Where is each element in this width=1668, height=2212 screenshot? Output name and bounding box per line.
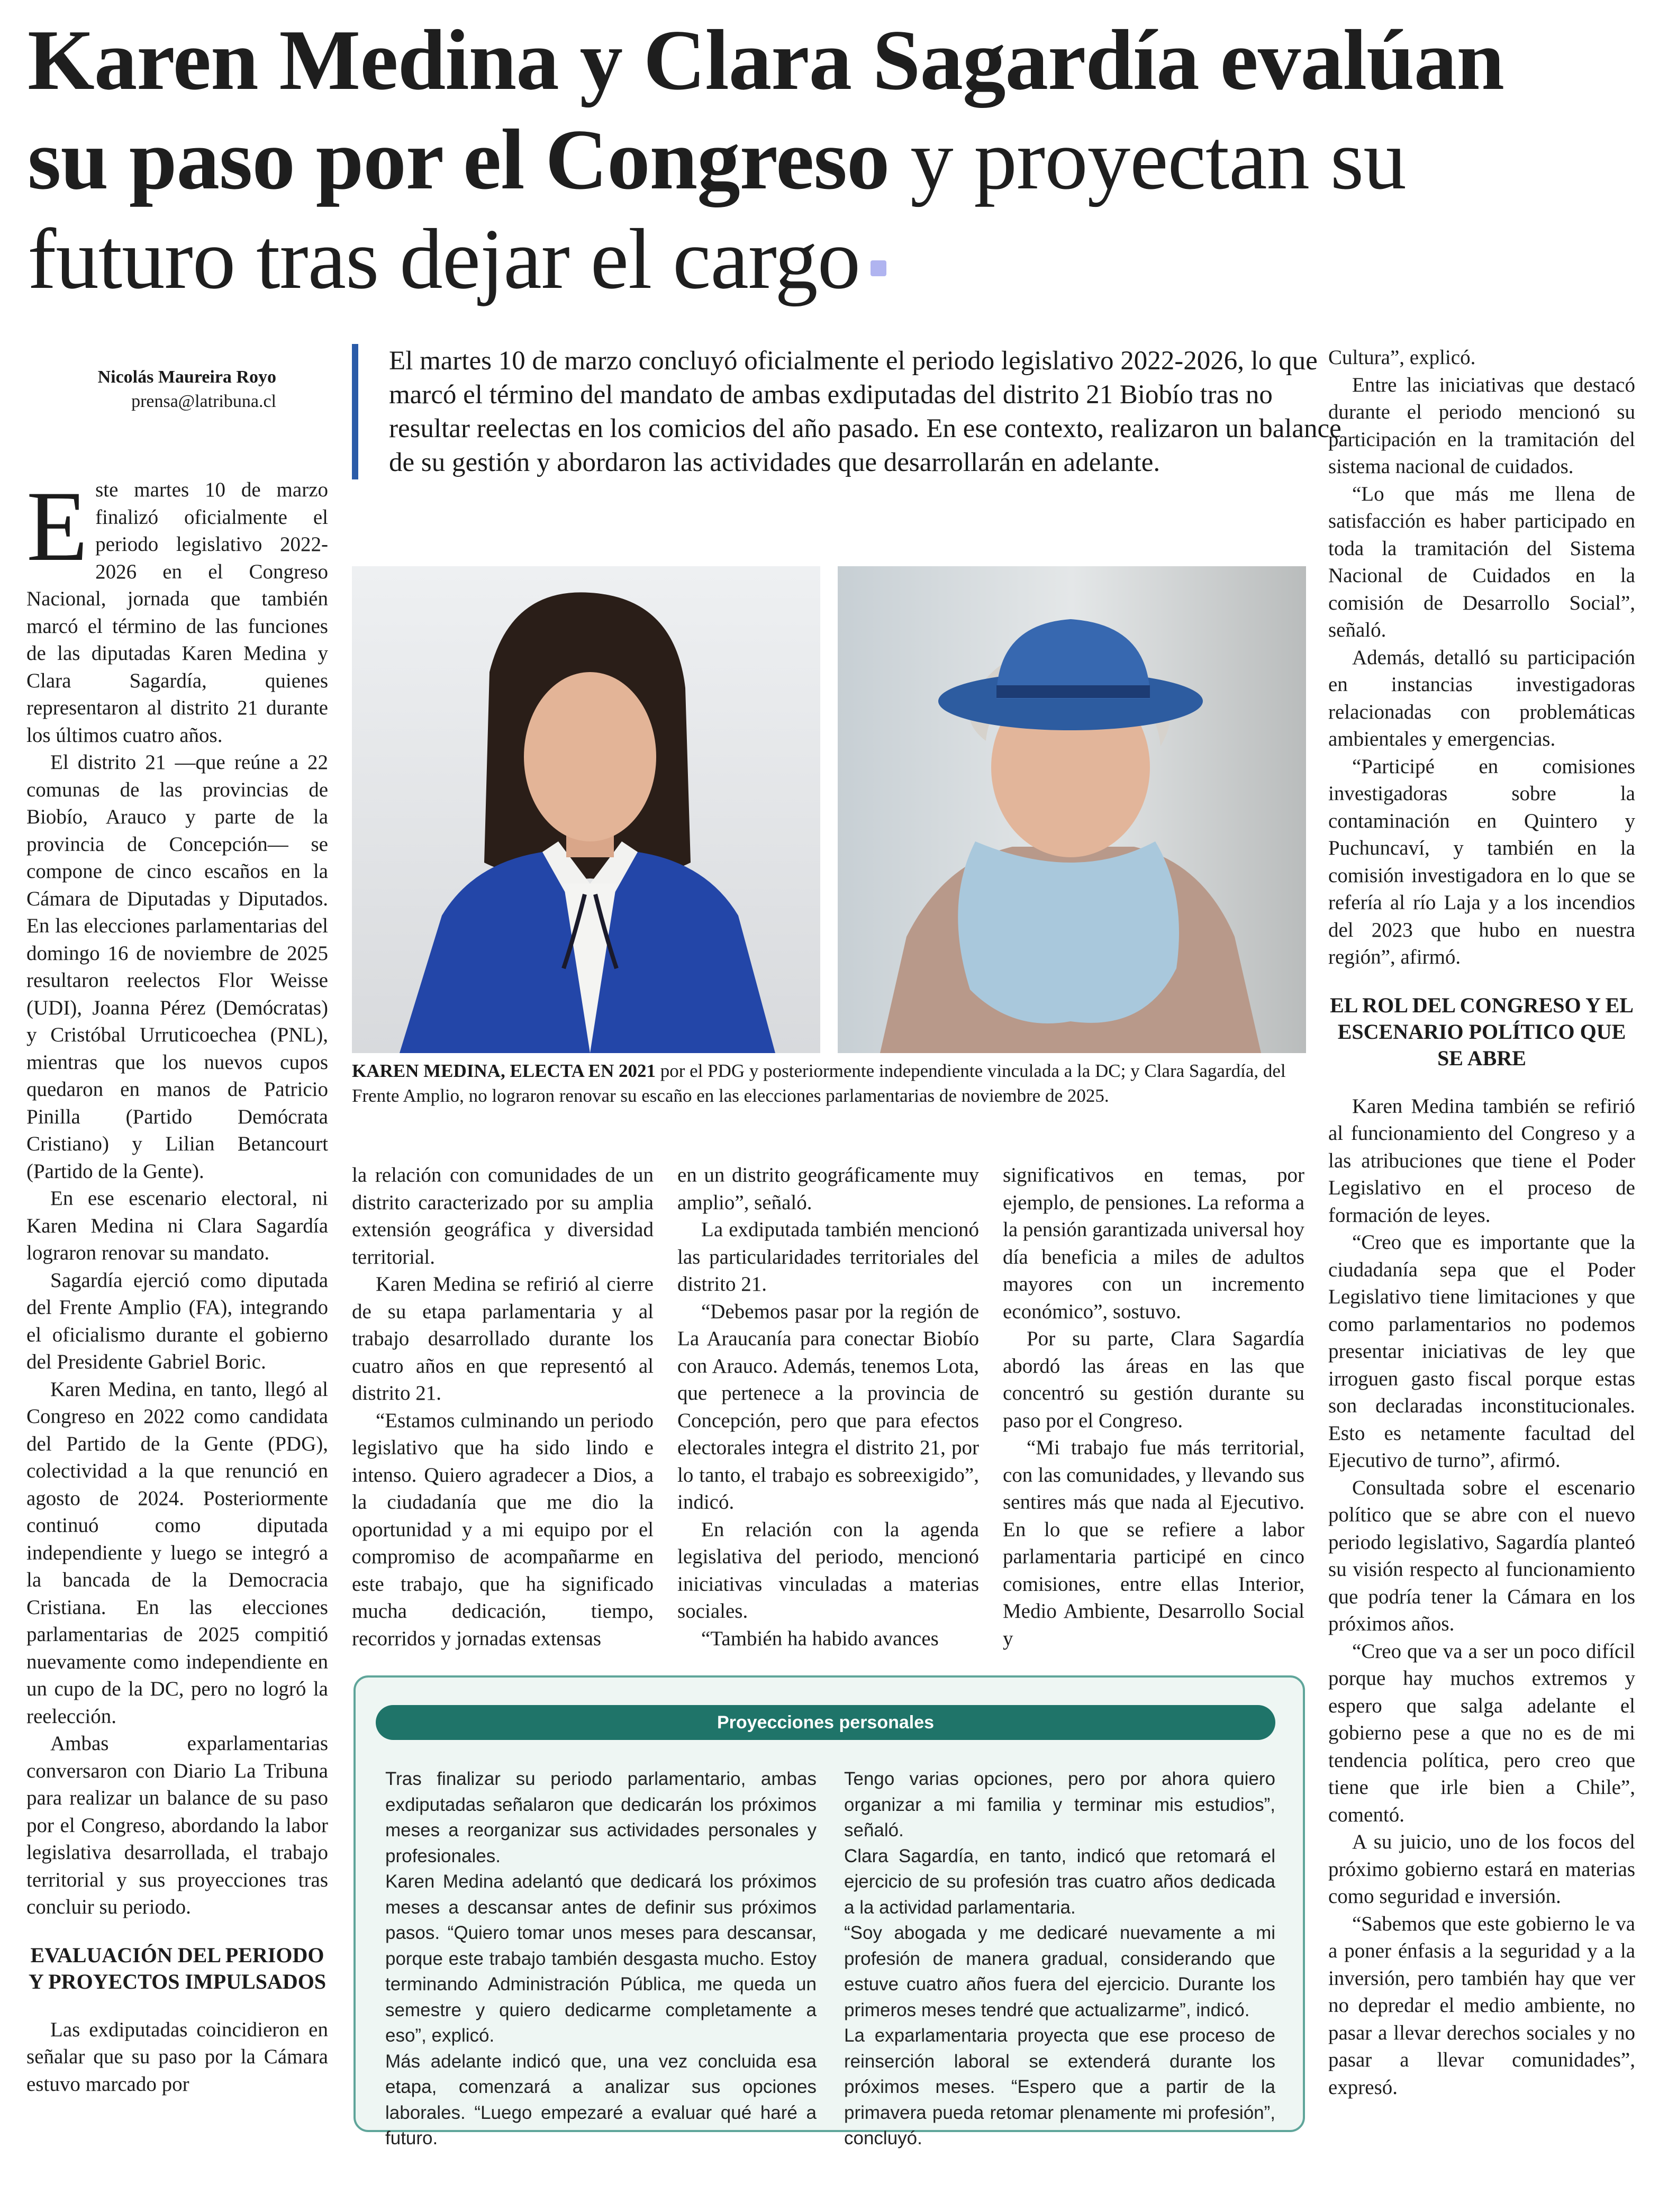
col3-paragraph: “Debemos pasar por la región de La Araucanía para conectar Biobío con Arauco. Además, tenemos Lota, que pertenece a la provincia de Concepción, pero que para efectos electorales integra el distrito 21, por lo tanto, el trabajo es sobreexigido”, indicó. bbox=[677, 1300, 979, 1513]
col3-paragraph: “También ha habido avances bbox=[701, 1627, 939, 1650]
section-heading: EL ROL DEL CONGRESO Y EL ESCENARIO POLÍTICO QUE SE ABRE bbox=[1330, 993, 1634, 1070]
col5-paragraph: Entre las iniciativas que destacó durante el periodo mencionó su participación en la tramitación del sistema nacional de cuidados. bbox=[1328, 373, 1635, 478]
col5-paragraph: A su juicio, uno de los focos del próximo gobierno estará en materias como seguridad e inversión. bbox=[1328, 1830, 1635, 1908]
column-1 bbox=[26, 471, 328, 2098]
col5-paragraph: Además, detalló su participación en instancias investigadoras relacionadas con problemáticas ambientales y emergencias. bbox=[1328, 646, 1635, 750]
lead-paragraph: El martes 10 de marzo concluyó oficialmente el periodo legislativo 2022-2026, lo que marcó el término del mandato de ambas exdiputadas del distrito 21 Biobío tras no resultar reelectas en los comicios del año pasado. En ese contexto, realizaron un balance de su gestión y abordaron las actividades que desarrollarán en adelante. bbox=[352, 344, 1341, 479]
dropcap: E bbox=[26, 471, 88, 582]
col4-paragraph: “Mi trabajo fue más territorial, con las comunidades, y llevando sus sentires más que nada al Ejecutivo. En lo que se refiere a labor parlamentaria participé en cinco comisiones, entre ellas Interior, Medio Ambiente, Desarrollo Social y bbox=[1003, 1436, 1304, 1650]
box-paragraph: Karen Medina adelantó que dedicará los próximos meses a descansar antes de definir sus próximos pasos. “Quiero tomar unos meses para descansar, porque este trabajo también desgasta mucho. Estoy terminando Administración Pública, me queda un semestre y quiero dedicarme completamente a eso”, explicó. bbox=[385, 1871, 817, 2046]
col1-paragraph: Las exdiputadas coincidieron en señalar que su paso por la Cámara estuvo marcado por bbox=[26, 2018, 328, 2096]
caption-text: por el PDG y posteriormente independiente vinculada a la DC; y Clara Sagardía, del Frente Amplio, no lograron renovar su escaño en las elecciones parlamentarias de noviembre de 2025. bbox=[352, 1060, 1286, 1106]
headline-line2-rest: y proyectan su bbox=[889, 112, 1406, 207]
byline bbox=[28, 365, 276, 414]
col1-paragraph: ste martes 10 de marzo finalizó oficialmente el periodo legislativo 2022-2026 en el Congreso Nacional, jornada que también marcó el término de las funciones de las diputadas Karen Medina y Clara Sagardía, quienes representaron al distrito 21 durante los últimos cuatro años. bbox=[26, 478, 328, 747]
comment-marker-icon[interactable] bbox=[871, 260, 886, 276]
col5-paragraph: “Creo que es importante que la ciudadanía sepa que el Poder Legislativo tiene limitaciones y que como parlamentarios no podemos presentar iniciativas de ley que irroguen gasto fiscal porque estas son declaradas inconstitucionales. Esto es netamente facultad del Ejecutivo de turno”, afirmó. bbox=[1328, 1231, 1635, 1472]
col5-paragraph: “Lo que más me llena de satisfacción es haber participado en toda la tramitación del Sistema Nacional de Cuidados en la comisión de Desarrollo Social”, señaló. bbox=[1328, 482, 1635, 641]
col2-paragraph: Karen Medina se refirió al cierre de su etapa parlamentaria y al trabajo desarrollado durante los cuatro años en que representó al distrito 21. bbox=[352, 1273, 654, 1404]
section-heading: EVALUACIÓN DEL PERIODO Y PROYECTOS IMPULSADOS bbox=[28, 1943, 327, 1993]
col3-paragraph: En relación con la agenda legislativa del periodo, mencionó iniciativas vinculadas a materias sociales. bbox=[677, 1518, 979, 1622]
col5-paragraph: Consultada sobre el escenario político que se abre con el nuevo periodo legislativo, Sagardía planteó su visión respecto al funcionamiento que podría tener la Cámara en los próximos años. bbox=[1328, 1476, 1635, 1635]
col1-paragraph: En ese escenario electoral, ni Karen Medina ni Clara Sagardía lograron renovar su mandato. bbox=[26, 1187, 328, 1264]
col1-paragraph: Ambas exparlamentarias conversaron con Diario La Tribuna para realizar un balance de su paso por el Congreso, abordando la labor legislativa desarrollada, el trabajo territorial y sus proyecciones tras concluir su periodo. bbox=[26, 1732, 328, 1918]
col5-paragraph: “Sabemos que este gobierno le va a poner énfasis a la seguridad y a la inversión, pero también hay que ver no depredar el medio ambiente, no pasar a llevar derechos sociales y no pasar a llevar comunidades”, expresó. bbox=[1328, 1912, 1635, 2099]
col2-paragraph: la relación con comunidades de un distrito caracterizado por su amplia extensión geográfica y diversidad territorial. bbox=[352, 1164, 654, 1268]
column-2 bbox=[352, 1162, 654, 1652]
col1-paragraph: El distrito 21 —que reúne a 22 comunas de las provincias de Biobío, Arauco y parte de la provincia de Concepción— se compone de cinco escaños en la Cámara de Diputadas y Diputados. En las elecciones parlamentarias del domingo 16 de noviembre de 2025 resultaron reelectos Flor Weisse (UDI), Joanna Pérez (Demócratas) y Cristóbal Urruticoechea (PNL), mientras que los nuevos cupos quedaron en manos de Patricio Pinilla (Partido Demócrata Cristiano) y Lilian Betancourt (Partido de la Gente). bbox=[26, 751, 328, 1183]
byline-email[interactable]: prensa@latribuna.cl bbox=[131, 392, 276, 411]
box-paragraph: Tras finalizar su periodo parlamentario, ambas exdiputadas señalaron que dedicarán los próximos meses a reorganizar sus actividades personales y profesionales. bbox=[385, 1769, 817, 1866]
col5-paragraph: Cultura”, explicó. bbox=[1328, 346, 1476, 369]
col3-paragraph: La exdiputada también mencionó las particularidades territoriales del distrito 21. bbox=[677, 1218, 979, 1295]
col4-paragraph: significativos en temas, por ejemplo, de pensiones. La reforma a la pensión garantizada universal hoy día beneficia a miles de adultos mayores con un incremento económico”, sostuvo. bbox=[1003, 1164, 1304, 1323]
column-5 bbox=[1328, 344, 1635, 2101]
caption-strong: KAREN MEDINA, ELECTA EN 2021 bbox=[352, 1060, 656, 1081]
sidebar-box-left-column bbox=[385, 1766, 817, 2152]
photo-clara-sagardia bbox=[838, 566, 1306, 1053]
col5-paragraph: “Participé en comisiones investigadoras sobre la contaminación en Quintero y Puchuncaví, y también en la comisión investigadora en lo que se refería al río Laja y a los incendios del 2023 que hubo en nuestra región”, afirmó. bbox=[1328, 755, 1635, 968]
photo-caption bbox=[352, 1058, 1304, 1108]
box-paragraph: “Soy abogada y me dedicaré nuevamente a mi profesión de manera gradual, considerando que estuve cuatro años fuera del ejercicio. Durante los primeros meses tendré que actualizarme”, indicó. bbox=[844, 1923, 1275, 2020]
col5-paragraph: Karen Medina también se refirió al funcionamiento del Congreso y a las atribuciones que tiene el Poder Legislativo en el proceso de formación de leyes. bbox=[1328, 1094, 1635, 1227]
headline-line3: futuro tras dejar el cargo bbox=[28, 212, 860, 307]
box-paragraph: Clara Sagardía, en tanto, indicó que retomará el ejercicio de su profesión tras cuatro años dedicada a la actividad parlamentaria. bbox=[844, 1845, 1275, 1918]
box-paragraph: La exparlamentaria proyecta que ese proceso de reinserción laboral se extenderá durante los próximos meses. “Espero que a partir de la primavera pueda retomar plenamente mi profesión”, concluyó. bbox=[844, 2025, 1275, 2148]
col4-paragraph: Por su parte, Clara Sagardía abordó las áreas en las que concentró su gestión durante su paso por el Congreso. bbox=[1003, 1327, 1304, 1432]
column-3 bbox=[677, 1162, 979, 1652]
sidebar-box-right-column bbox=[844, 1766, 1275, 2152]
headline bbox=[28, 11, 1647, 309]
col1-paragraph: Karen Medina, en tanto, llegó al Congreso en 2022 como candidata del Partido de la Gente (PDG), colectividad a la que renunció en agosto de 2024. Posteriormente continuó como diputada independiente y luego se integró a la bancada de la Democracia Cristiana. En las elecciones parlamentarias de 2025 compitió nuevamente como independiente en un cupo de la DC, pero no logró la reelección. bbox=[26, 1377, 328, 1728]
headline-line1: Karen Medina y Clara Sagardía evalúan bbox=[28, 13, 1504, 108]
col5-paragraph: “Creo que va a ser un poco difícil porque hay muchos extremos y espero que salga adelante el gobierno pese a que no es de mi tendencia política, pero creo que tiene que irle bien a Chile”, comentó. bbox=[1328, 1639, 1635, 1826]
col3-paragraph: en un distrito geográficamente muy amplio”, señaló. bbox=[677, 1164, 979, 1214]
col1-paragraph: Sagardía ejerció como diputada del Frente Amplio (FA), integrando el oficialismo durante el gobierno del Presidente Gabriel Boric. bbox=[26, 1268, 328, 1373]
byline-author: Nicolás Maureira Royo bbox=[97, 367, 276, 387]
box-paragraph: Más adelante indicó que, una vez concluida esa etapa, comenzará a analizar sus opciones laborales. “Luego empezaré a evaluar qué haré a futuro. bbox=[385, 2051, 817, 2148]
box-paragraph: Tengo varias opciones, pero por ahora quiero organizar a mi familia y terminar mis estudios”, señaló. bbox=[844, 1769, 1275, 1841]
column-4 bbox=[1003, 1162, 1304, 1652]
col2-paragraph: “Estamos culminando un periodo legislativo que ha sido lindo e intenso. Quiero agradecer a Dios, a la ciudadanía que me dio la oportunidad y a mi equipo por el compromiso de acompañarme en este trabajo, que ha significado mucha dedicación, tiempo, recorridos y jornadas extensas bbox=[352, 1409, 654, 1650]
photo-karen-medina bbox=[352, 566, 820, 1053]
headline-line2-bold: su paso por el Congreso bbox=[28, 112, 890, 207]
sidebar-box-title: Proyecciones personales bbox=[376, 1705, 1275, 1740]
